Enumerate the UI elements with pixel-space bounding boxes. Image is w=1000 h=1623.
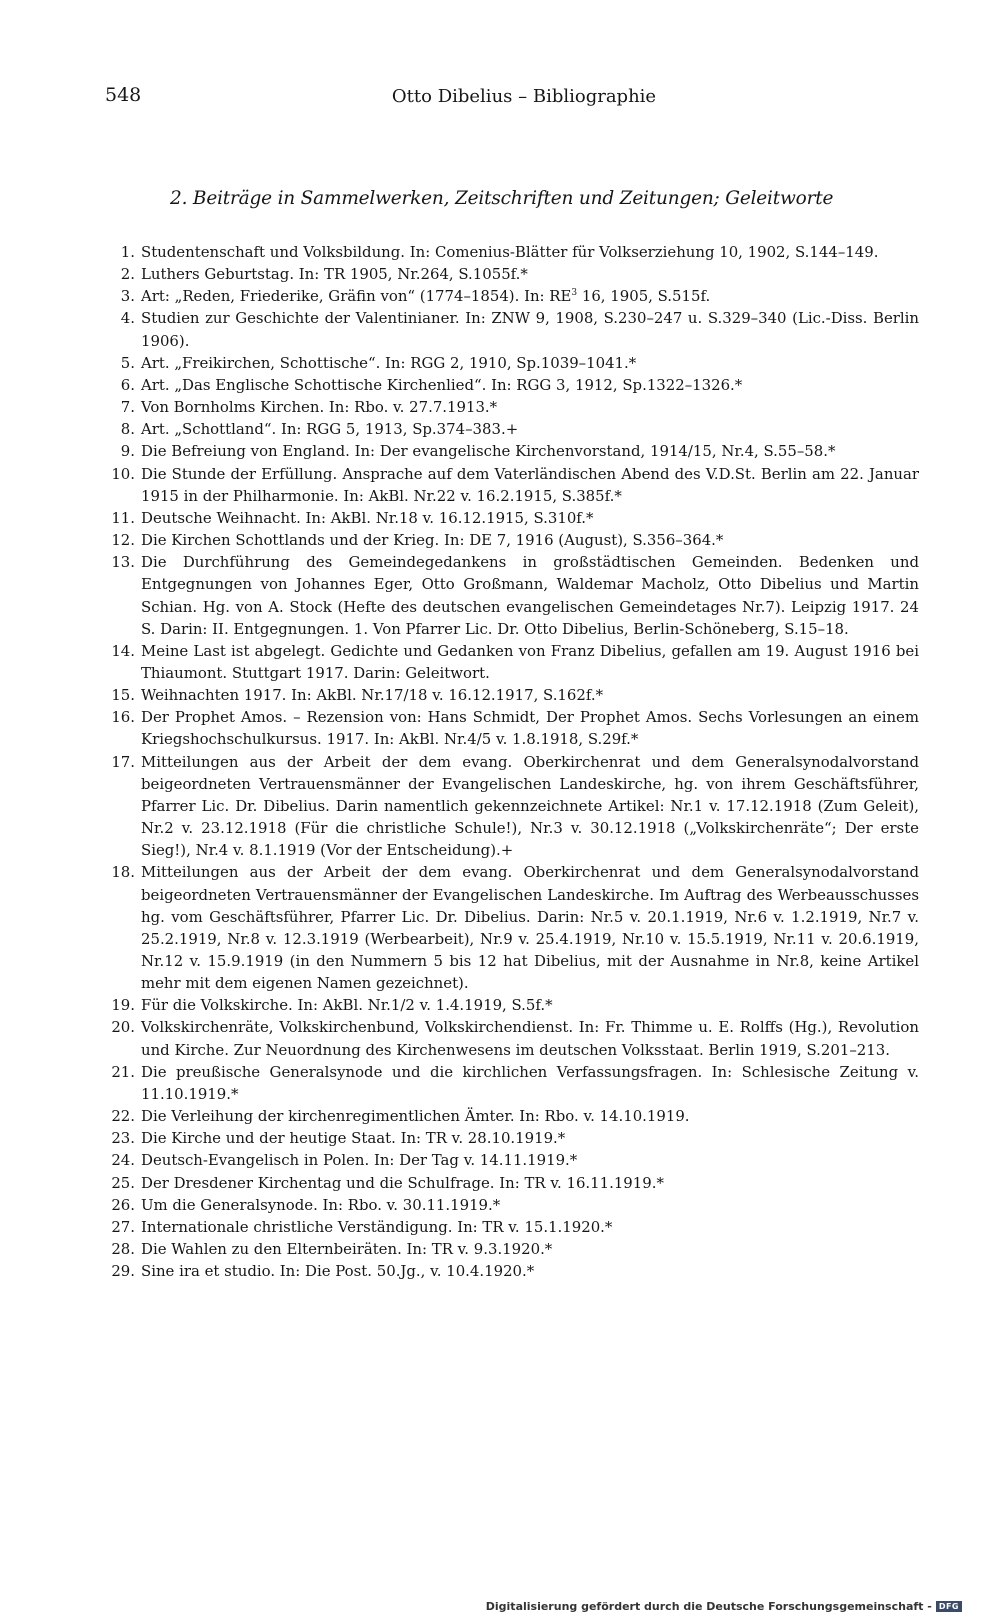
entry-text: Die preußische Generalsynode und die kirchlichen Verfassungsfragen. In: Schlesische Zeitung v. 11.10.1919.* bbox=[141, 1062, 919, 1103]
entry-text: Die Kirche und der heutige Staat. In: TR v. 28.10.1919.* bbox=[141, 1129, 566, 1148]
bibliography-entry bbox=[105, 994, 919, 1016]
entry-text: Luthers Geburtstag. In: TR 1905, Nr.264, S.1055f.* bbox=[141, 265, 528, 284]
bibliography-entry bbox=[105, 1194, 919, 1216]
entry-text: Weihnachten 1917. In: AkBl. Nr.17/18 v. 16.12.1917, S.162f.* bbox=[141, 686, 604, 705]
entry-superscript: 3 bbox=[571, 288, 578, 299]
entry-text: Der Prophet Amos. – Rezension von: Hans Schmidt, Der Prophet Amos. Sechs Vorlesungen an einem Kriegshochschulkursus. 1917. In: AkBl. Nr.4/5 v. 1.8.1918, S.29f.* bbox=[141, 708, 919, 749]
bibliography-entry bbox=[105, 241, 919, 263]
entry-number: 9. bbox=[120, 442, 135, 461]
bibliography-entry bbox=[105, 1260, 919, 1282]
entry-number: 18. bbox=[111, 863, 135, 882]
entry-text: Deutsche Weihnacht. In: AkBl. Nr.18 v. 16.12.1915, S.310f.* bbox=[141, 508, 594, 527]
bibliography-entry bbox=[105, 1172, 919, 1194]
entry-number: 12. bbox=[111, 531, 135, 550]
entry-number: 8. bbox=[120, 420, 135, 439]
entry-number: 21. bbox=[111, 1062, 135, 1081]
entry-number: 1. bbox=[120, 243, 135, 261]
entry-number: 23. bbox=[111, 1129, 135, 1148]
bibliography-entry bbox=[105, 529, 919, 551]
entry-text: Von Bornholms Kirchen. In: Rbo. v. 27.7.1913.* bbox=[141, 398, 498, 417]
entry-text: Mitteilungen aus der Arbeit der dem evang. Oberkirchenrat und dem Generalsynodalvorstand beigeordneten Vertrauensmänner der Evangelischen Landeskirche, hg. von ihrem Geschäftsführer, Pfarrer Lic. Dr. Dibelius. Darin namentlich gekennzeichnete Artikel: Nr.1 v. 17.12.1918 (Zum Geleit), Nr.2 v. 23.12.1918 (Für die christliche Schule!), Nr.3 v. 30.12.1918 („Volkskirchenräte“; Der erste Sieg!), Nr.4 v. 8.1.1919 (Vor der Entscheidung).+ bbox=[141, 752, 919, 860]
entry-text: Studien zur Geschichte der Valentinianer. In: ZNW 9, 1908, S.230–247 u. S.329–340 (Lic.-Diss. Berlin 1906). bbox=[141, 309, 919, 350]
entry-text: Art. „Freikirchen, Schottische“. In: RGG 2, 1910, Sp.1039–1041.* bbox=[141, 353, 637, 372]
bibliography-entry bbox=[105, 463, 919, 507]
entry-number: 17. bbox=[111, 752, 135, 771]
entry-text: Art. „Schottland“. In: RGG 5, 1913, Sp.374–383.+ bbox=[141, 420, 519, 439]
entry-number: 2. bbox=[120, 265, 135, 284]
bibliography-entry bbox=[105, 1105, 919, 1127]
bibliography-entry bbox=[105, 551, 919, 640]
bibliography-entry bbox=[105, 640, 919, 684]
entry-number: 22. bbox=[111, 1107, 135, 1126]
entry-text: Internationale christliche Verständigung. In: TR v. 15.1.1920.* bbox=[141, 1217, 613, 1236]
bibliography-entry bbox=[105, 1016, 919, 1060]
entry-number: 6. bbox=[120, 375, 135, 394]
entry-number: 26. bbox=[111, 1195, 135, 1214]
bibliography-entry bbox=[105, 374, 919, 396]
bibliography-entry bbox=[105, 1061, 919, 1105]
bibliography-entry bbox=[105, 418, 919, 440]
entry-text-part: 16, 1905, S.515f. bbox=[577, 287, 711, 306]
entry-text: Deutsch-Evangelisch in Polen. In: Der Tag v. 14.11.1919.* bbox=[141, 1151, 578, 1170]
entry-text: Die Verleihung der kirchenregimentlichen Ämter. In: Rbo. v. 14.10.1919. bbox=[141, 1107, 690, 1126]
bibliography-entry bbox=[105, 1127, 919, 1149]
bibliography-entry bbox=[105, 440, 919, 462]
footer-note: Digitalisierung gefördert durch die Deutsche Forschungsgemeinschaft - bbox=[485, 1600, 932, 1613]
entry-number: 28. bbox=[111, 1240, 135, 1259]
entry-text: Die Kirchen Schottlands und der Krieg. In: DE 7, 1916 (August), S.356–364.* bbox=[141, 531, 724, 550]
running-title: Otto Dibelius – Bibliographie bbox=[391, 86, 657, 107]
bibliography-entry bbox=[105, 1149, 919, 1171]
bibliography-entry bbox=[105, 751, 919, 862]
entry-number: 15. bbox=[111, 686, 135, 705]
entry-text: Die Befreiung von England. In: Der evangelische Kirchenvorstand, 1914/15, Nr.4, S.55–58.* bbox=[141, 442, 836, 461]
entry-text: Sine ira et studio. In: Die Post. 50.Jg., v. 10.4.1920.* bbox=[141, 1262, 535, 1281]
bibliography-entry bbox=[105, 307, 919, 351]
bibliography-entry bbox=[105, 861, 919, 994]
entry-text: Für die Volkskirche. In: AkBl. Nr.1/2 v. 1.4.1919, S.5f.* bbox=[141, 996, 553, 1015]
entry-number: 5. bbox=[120, 353, 135, 372]
entry-text: Der Dresdener Kirchentag und die Schulfrage. In: TR v. 16.11.1919.* bbox=[141, 1173, 664, 1192]
entry-number: 3. bbox=[120, 287, 135, 306]
bibliography-entry bbox=[105, 684, 919, 706]
entry-number: 10. bbox=[111, 464, 135, 483]
entry-number: 29. bbox=[111, 1262, 135, 1281]
entry-text: Studentenschaft und Volksbildung. In: Comenius-Blätter für Volkserziehung 10, 1902, S.144–149. bbox=[141, 243, 879, 261]
bibliography-entry bbox=[105, 1238, 919, 1260]
entry-text: Die Wahlen zu den Elternbeiräten. In: TR v. 9.3.1920.* bbox=[141, 1240, 553, 1259]
entry-number: 24. bbox=[111, 1151, 135, 1170]
entry-text: Meine Last ist abgelegt. Gedichte und Gedanken von Franz Dibelius, gefallen am 19. August 1916 bei Thiaumont. Stuttgart 1917. Darin: Geleitwort. bbox=[141, 641, 919, 682]
entry-text bbox=[141, 285, 919, 307]
bibliography-list bbox=[105, 241, 919, 1282]
bibliography-entry bbox=[105, 263, 919, 285]
dfg-logo-icon: DFG bbox=[936, 1601, 962, 1612]
bibliography-entry bbox=[105, 285, 919, 307]
entry-number: 4. bbox=[120, 309, 135, 328]
entry-text: Die Durchführung des Gemeindegedankens in großstädtischen Gemeinden. Bedenken und Entgegnungen von Johannes Eger, Otto Großmann, Waldemar Macholz, Otto Dibelius und Martin Schian. Hg. von A. Stock (Hefte des deutschen evangelischen Gemeindetages Nr.7). Leipzig 1917. 24 S. Darin: II. Entgegnungen. 1. Von Pfarrer Lic. Dr. Otto Dibelius, Berlin-Schöneberg, S.15–18. bbox=[141, 553, 919, 638]
bibliography-entry bbox=[105, 507, 919, 529]
entry-number: 20. bbox=[111, 1018, 135, 1037]
digitization-footer bbox=[486, 1600, 962, 1613]
bibliography-entry bbox=[105, 352, 919, 374]
entry-number: 7. bbox=[120, 398, 135, 417]
entry-text: Volkskirchenräte, Volkskirchenbund, Volkskirchendienst. In: Fr. Thimme u. E. Rolffs (Hg.), Revolution und Kirche. Zur Neuordnung des Kirchenwesens im deutschen Volksstaat. Berlin 1919, S.201–213. bbox=[141, 1018, 919, 1059]
bibliography-entry bbox=[105, 706, 919, 750]
entry-text-part: Art: „Reden, Friederike, Gräfin von“ (1774–1854). In: RE bbox=[141, 287, 572, 306]
entry-number: 14. bbox=[111, 641, 135, 660]
bibliography-entry bbox=[105, 1216, 919, 1238]
entry-number: 11. bbox=[111, 508, 135, 527]
entry-number: 16. bbox=[111, 708, 135, 727]
entry-text: Um die Generalsynode. In: Rbo. v. 30.11.1919.* bbox=[141, 1195, 501, 1214]
section-title: 2. Beiträge in Sammelwerken, Zeitschriften und Zeitungen; Geleitworte bbox=[170, 188, 834, 209]
entry-number: 25. bbox=[111, 1173, 135, 1192]
entry-text: Mitteilungen aus der Arbeit der dem evang. Oberkirchenrat und dem Generalsynodalvorstand beigeordneten Vertrauensmänner der Evangelischen Landeskirche. Im Auftrag des Werbeausschusses hg. vom Geschäftsführer, Pfarrer Lic. Dr. Dibelius. Darin: Nr.5 v. 20.1.1919, Nr.6 v. 1.2.1919, Nr.7 v. 25.2.1919, Nr.8 v. 12.3.1919 (Werbearbeit), Nr.9 v. 25.4.1919, Nr.10 v. 15.5.1919, Nr.11 v. 20.6.1919, Nr.12 v. 15.9.1919 (in den Nummern 5 bis 12 hat Dibelius, mit der Ausnahme in Nr.8, keine Artikel mehr mit dem eigenen Namen gezeichnet). bbox=[141, 863, 919, 993]
entry-number: 27. bbox=[111, 1217, 135, 1236]
entry-number: 19. bbox=[111, 996, 135, 1015]
entry-number: 13. bbox=[111, 553, 135, 572]
bibliography-entry bbox=[105, 396, 919, 418]
entry-text: Art. „Das Englische Schottische Kirchenlied“. In: RGG 3, 1912, Sp.1322–1326.* bbox=[141, 375, 743, 394]
page-number: 548 bbox=[105, 84, 142, 106]
entry-text: Die Stunde der Erfüllung. Ansprache auf dem Vaterländischen Abend des V.D.St. Berlin am 22. Januar 1915 in der Philharmonie. In: AkBl. Nr.22 v. 16.2.1915, S.385f.* bbox=[141, 464, 919, 505]
